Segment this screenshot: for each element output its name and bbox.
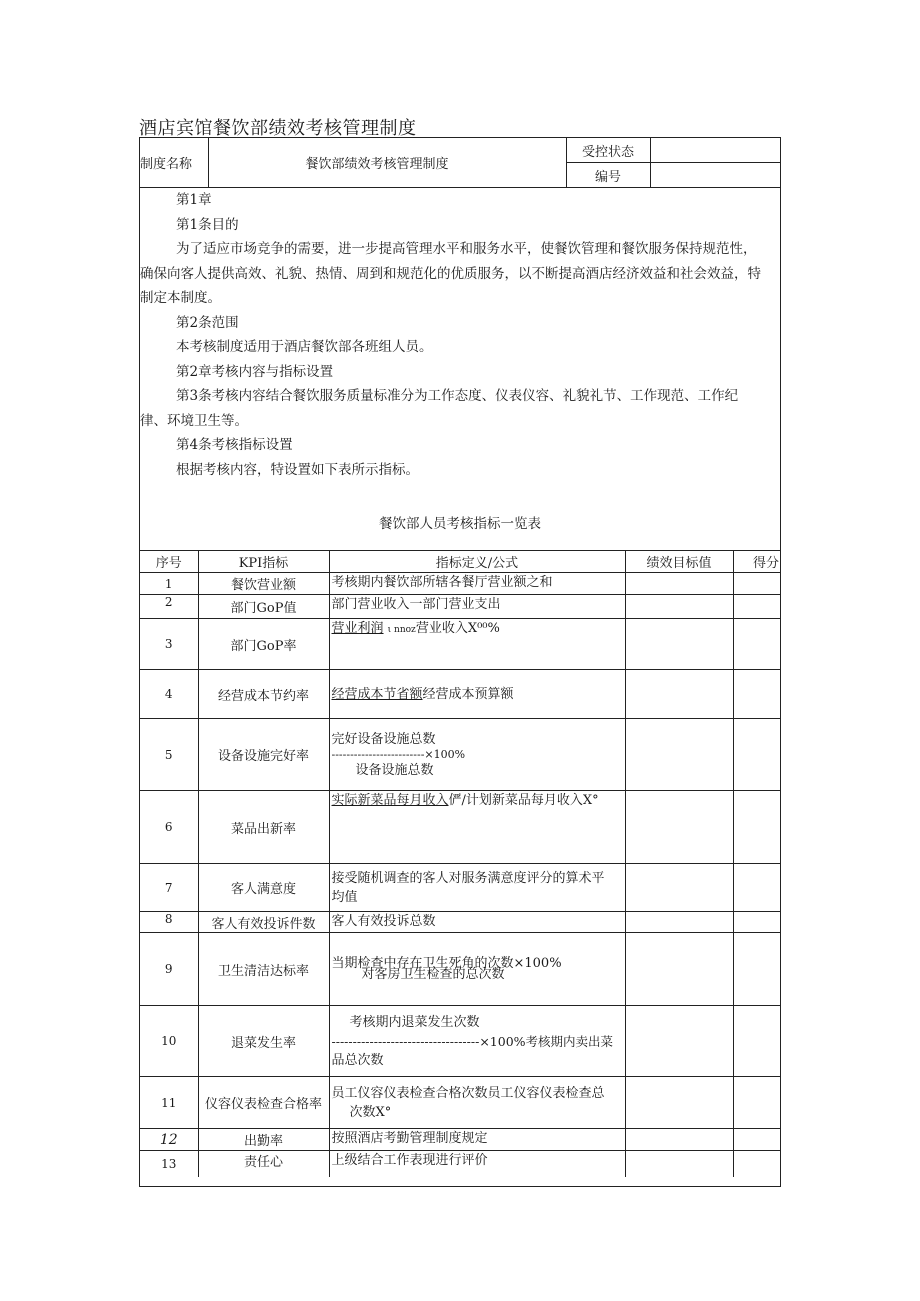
formula-numerator: 当期检查中存在卫生死角的次数×100% [331,956,562,971]
row-score [733,912,780,933]
formula-numerator: 营业利润 [331,621,384,636]
chapter-1: 第1章 [176,192,212,208]
row-target [625,573,733,595]
row-definition: 客人有效投诉总数 [329,912,625,933]
article-1-line-1: 为了适应市场竞争的需要，进一步提高管理水平和服务水平，使餐饮管理和餐饮服务保持规范性， [176,241,757,257]
row-no: 4 [140,670,198,719]
formula-denominator: 营业收入X⁰⁰% [415,621,500,636]
formula-denominator: 对客房卫生检查的总次数 [361,967,505,982]
row-no: 7 [140,864,198,912]
row-no: 5 [140,719,198,791]
row-target [625,670,733,719]
row-score [733,791,780,864]
row-kpi: 餐饮营业额 [198,573,329,595]
row-kpi: 仪容仪表检查合格率 [198,1077,329,1129]
definition-line-2: 次数X° [349,1104,392,1120]
row-definition: 部门营业收入一部门营业支出 [329,595,625,619]
name-label: 制度名称 [140,138,208,188]
row-kpi: 部门GoP值 [198,595,329,619]
kpi-table [140,550,780,1177]
row-score [733,719,780,791]
row-score [733,670,780,719]
row-definition: 考核期内餐饮部所辖各餐厅营业额之和 [329,573,625,595]
formula-numerator: 经营成本节省额 [331,686,423,702]
row-target [625,933,733,1006]
row-definition [329,791,625,864]
row-target [625,619,733,670]
table-row [140,619,780,670]
formula-denominator: 经营成本预算额 [422,686,514,702]
definition-line-2: 均值 [331,889,358,905]
table-row [140,933,780,1006]
document-title: 酒店宾馆餐饮部绩效考核管理制度 [139,118,417,139]
row-target [625,912,733,933]
table-row [140,912,780,933]
status-value [650,138,780,163]
row-no: 10 [140,1006,198,1077]
formula-numerator: 完好设备设施总数 [331,731,436,747]
row-kpi: 责任心 [198,1151,329,1177]
formula-numerator: 实际新菜品每月收入 [331,793,449,808]
row-no: 13 [140,1151,198,1177]
article-2-text: 本考核制度适用于酒店餐饮部各班组人员。 [176,339,433,355]
formula-divider: -------------------------×100% [331,747,466,761]
row-score [733,864,780,912]
row-definition [329,719,625,791]
row-kpi: 出勤率 [198,1129,329,1151]
row-no: 3 [140,619,198,670]
formula-numerator: 考核期内退菜发生次数 [349,1014,480,1030]
row-no: 9 [140,933,198,1006]
row-score [733,1077,780,1129]
row-target [625,864,733,912]
table-row [140,1151,780,1177]
chapter-2: 第2章考核内容与指标设置 [176,363,334,380]
row-score [733,619,780,670]
table-row [140,719,780,791]
row-definition [329,1077,625,1129]
row-target [625,1129,733,1151]
row-kpi: 卫生清洁达标率 [198,933,329,1006]
definition-line-1: 接受随机调查的客人对服务满意度评分的算术平 [331,870,605,886]
article-1-title: 第1条目的 [176,216,239,233]
table-row [140,595,780,619]
header-definition: 指标定义/公式 [329,551,625,573]
article-4-title: 第4条考核指标设置 [176,437,293,453]
row-target [625,719,733,791]
status-label: 受控状态 [566,138,650,163]
table-row [140,1129,780,1151]
article-1-line-3: 制定本制度。 [140,290,221,306]
row-score [733,1129,780,1151]
row-target [625,1077,733,1129]
row-score [733,933,780,1006]
table-row [140,670,780,719]
row-score [733,573,780,595]
article-4-text: 根据考核内容，特设置如下表所示指标。 [176,461,419,478]
article-3-line-2: 律、环境卫生等。 [140,412,248,429]
row-definition [329,933,625,1006]
formula-divider: -----------------------------------×100%考核期内卖出菜 [331,1033,614,1049]
row-definition: 按照酒店考勤管理制度规定 [329,1129,625,1151]
name-value: 餐饮部绩效考核管理制度 [208,138,566,188]
row-kpi: 退菜发生率 [198,1006,329,1077]
number-label: 编号 [566,163,650,188]
row-kpi: 菜品出新率 [198,791,329,864]
row-target [625,1006,733,1077]
header-kpi: KPI指标 [198,551,329,573]
row-score [733,595,780,619]
row-no: 11 [140,1077,198,1129]
body-text [140,188,780,482]
article-3-line-1: 第3条考核内容结合餐饮服务质量标准分为工作态度、仪表仪容、礼貌礼节、工作现范、工作纪 [176,388,739,404]
row-target [625,791,733,864]
row-kpi: 设备设施完好率 [198,719,329,791]
row-score [733,1006,780,1077]
formula-denominator: 俨/计划新菜品每月收入X° [448,793,599,808]
row-kpi: 客人满意度 [198,864,329,912]
row-no: 2 [140,595,198,619]
row-kpi: 客人有效投诉件数 [198,912,329,933]
row-target [625,595,733,619]
header-no: 序号 [140,551,198,573]
header-table [140,138,780,188]
row-no: 1 [140,573,198,595]
row-no: 8 [140,912,198,933]
row-definition [329,1006,625,1077]
table-row [140,864,780,912]
formula-fragment: ι nnoz [387,625,416,635]
row-definition [329,619,625,670]
table-row [140,573,780,595]
row-definition [329,670,625,719]
table-row [140,791,780,864]
row-definition: 上级结合工作表现进行评价 [329,1151,625,1177]
table-row [140,1077,780,1129]
formula-denominator: 设备设施总数 [355,762,434,778]
row-no: 6 [140,791,198,864]
row-definition [329,864,625,912]
form-frame [139,137,781,1187]
formula-denominator: 品总次数 [331,1052,384,1068]
row-score [733,1151,780,1177]
definition-line-1: 员工仪容仪表检查合格次数员工仪容仪表检查总 [331,1085,605,1101]
row-target [625,1151,733,1177]
kpi-table-title: 餐饮部人员考核指标一览表 [379,516,541,532]
article-2-title: 第2条范围 [176,314,239,331]
table-row [140,1006,780,1077]
number-value [650,163,780,188]
header-target: 绩效目标值 [625,551,733,573]
row-kpi: 部门GoP率 [198,619,329,670]
row-no: 12 [140,1129,198,1151]
header-score: 得分 [733,551,780,573]
row-kpi: 经营成本节约率 [198,670,329,719]
article-1-line-2: 确保向客人提供高效、礼貌、热情、周到和规范化的优质服务，以不断提高酒店经济效益和社会效益，特 [140,265,761,282]
